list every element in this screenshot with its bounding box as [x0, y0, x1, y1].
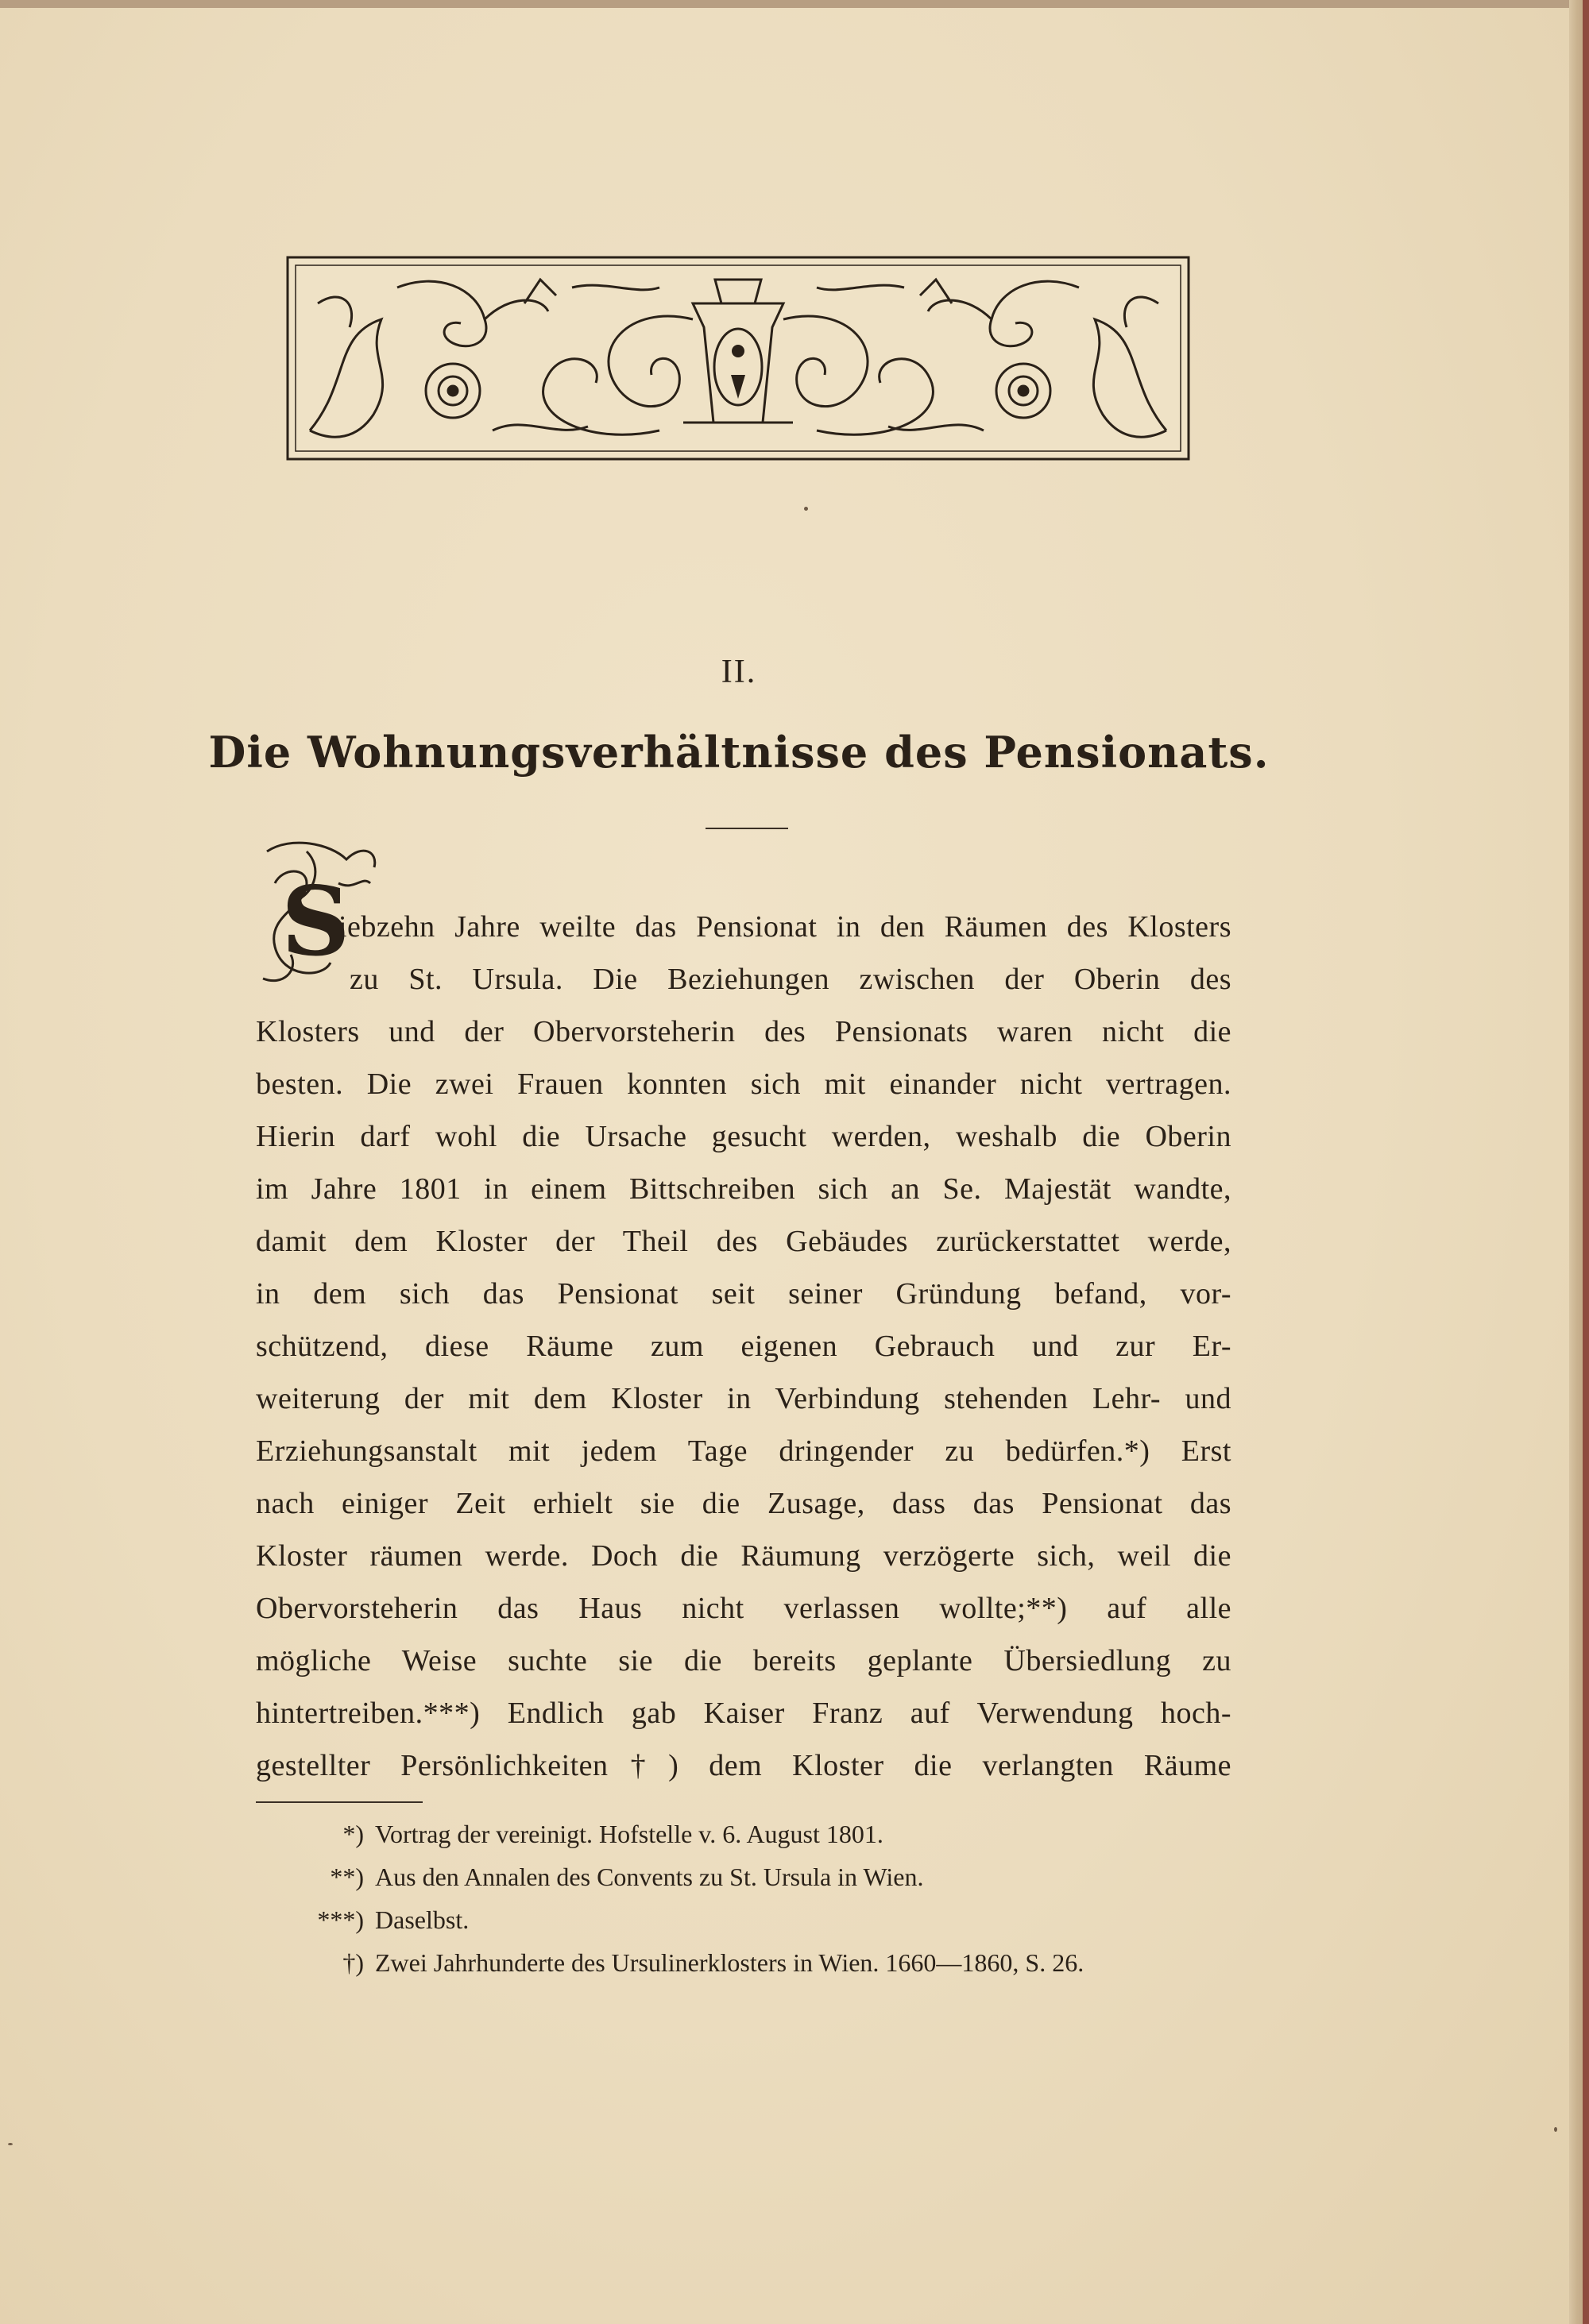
text-line: schützend, diese Räume zum eigenen Gebrauch und zur Er- — [256, 1330, 1231, 1363]
text-line: zu St. Ursula. Die Beziehungen zwischen der Oberin des — [350, 963, 1231, 996]
paper-speck — [804, 507, 808, 511]
footnote-mark: **) — [330, 1863, 364, 1891]
paper-speck — [1554, 2127, 1557, 2132]
chapter-number: II. — [721, 654, 757, 690]
footnote — [256, 1812, 1231, 1855]
text-line: damit dem Kloster der Theil des Gebäudes zurückerstattet werde, — [256, 1225, 1231, 1258]
text-line: im Jahre 1801 in einem Bittschreiben sich an Se. Majestät wandte, — [256, 1172, 1231, 1206]
book-binding — [1583, 0, 1589, 2324]
footnote — [256, 1898, 1231, 1941]
text-line: mögliche Weise suchte sie die bereits geplante Übersiedlung zu — [256, 1644, 1231, 1677]
text-line: gestellter Persönlichkeiten†) dem Kloster die verlangten Räume — [256, 1749, 1231, 1782]
text-line: weiterung der mit dem Kloster in Verbindung stehenden Lehr- und — [256, 1382, 1231, 1415]
ornamental-headpiece — [286, 256, 1190, 461]
text-line: hintertreiben.***) Endlich gab Kaiser Franz auf Verwendung hoch- — [256, 1697, 1231, 1730]
footnote-mark: *) — [342, 1820, 364, 1848]
footnote — [256, 1941, 1231, 1984]
footnotes — [256, 1812, 1231, 1984]
footnote-mark: †) — [342, 1948, 364, 1977]
text-line: Obervorsteherin das Haus nicht verlassen wollte;**) auf alle — [256, 1592, 1231, 1625]
footnote-text: Zwei Jahrhunderte des Ursulinerklosters in Wien. 1660—1860, S. 26. — [375, 1948, 1084, 1977]
footnote-text: Vortrag der vereinigt. Hofstelle v. 6. August 1801. — [375, 1820, 883, 1848]
text-line: in dem sich das Pensionat seit seiner Gründung befand, vor- — [256, 1277, 1231, 1311]
paper-speck — [8, 2143, 13, 2145]
footnote-text: Aus den Annalen des Convents zu St. Ursula in Wien. — [375, 1863, 924, 1891]
text-line: Erziehungsanstalt mit jedem Tage dringender zu bedürfen.*) Erst — [256, 1434, 1231, 1468]
text-line: iebzehn Jahre weilte das Pensionat in den Räumen des Klosters — [338, 910, 1231, 944]
page-edge — [1569, 0, 1589, 2324]
chapter-body — [256, 901, 1231, 1792]
footnote-mark: ***) — [317, 1905, 364, 1934]
footnote — [256, 1855, 1231, 1898]
dropcap-letter: S — [281, 866, 350, 978]
text-line: Kloster räumen werde. Doch die Räumung verzögerte sich, weil die — [256, 1539, 1231, 1573]
chapter-title: Die Wohnungsverhältnisse des Pensionats. — [208, 727, 1270, 778]
footnote-text: Daselbst. — [375, 1905, 470, 1934]
text-line: Hierin darf wohl die Ursache gesucht werden, weshalb die Oberin — [256, 1120, 1231, 1153]
text-line: Klosters und der Obervorsteherin des Pensionats waren nicht die — [256, 1015, 1231, 1048]
text-line: nach einiger Zeit erhielt sie die Zusage, dass das Pensionat das — [256, 1487, 1231, 1520]
title-divider — [706, 828, 788, 829]
text-line: besten. Die zwei Frauen konnten sich mit einander nicht vertragen. — [256, 1067, 1231, 1101]
footnote-divider — [256, 1801, 423, 1803]
